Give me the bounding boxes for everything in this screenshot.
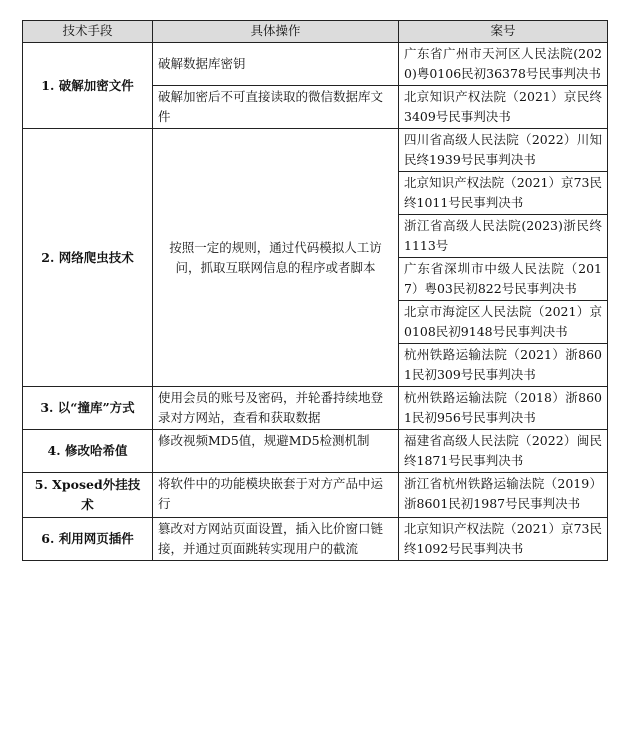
technique-cell: 2. 网络爬虫技术	[23, 129, 153, 387]
case-cell: 杭州铁路运输法院（2021）浙8601民初309号民事判决书	[399, 344, 608, 387]
operation-cell: 篡改对方网站页面设置，插入比价窗口链接，并通过页面跳转实现用户的截流	[153, 518, 399, 561]
operation-cell: 使用会员的账号及密码，并轮番持续地登录对方网站，查看和获取数据	[153, 387, 399, 430]
header-operation: 具体操作	[153, 21, 399, 43]
technique-cell: 5. Xposed外挂技术	[23, 473, 153, 518]
operation-cell: 按照一定的规则，通过代码模拟人工访问，抓取互联网信息的程序或者脚本	[153, 129, 399, 387]
case-cell: 广东省深圳市中级人民法院（2017）粤03民初822号民事判决书	[399, 258, 608, 301]
technique-cell: 1. 破解加密文件	[23, 43, 153, 129]
case-cell: 北京知识产权法院（2021）京民终3409号民事判决书	[399, 86, 608, 129]
table-row	[23, 129, 608, 172]
table-row	[23, 473, 608, 518]
operation-cell: 将软件中的功能模块嵌套于对方产品中运行	[153, 473, 399, 518]
operation-cell: 破解数据库密钥	[153, 43, 399, 86]
operation-cell: 修改视频MD5值，规避MD5检测机制	[153, 430, 399, 473]
case-cell: 四川省高级人民法院（2022）川知民终1939号民事判决书	[399, 129, 608, 172]
case-cell: 杭州铁路运输法院（2018）浙8601民初956号民事判决书	[399, 387, 608, 430]
case-cell: 北京知识产权法院（2021）京73民终1092号民事判决书	[399, 518, 608, 561]
case-cell: 北京知识产权法院（2021）京73民终1011号民事判决书	[399, 172, 608, 215]
table-row	[23, 43, 608, 86]
header-technique: 技术手段	[23, 21, 153, 43]
table-row	[23, 430, 608, 473]
table-row	[23, 518, 608, 561]
case-cell: 福建省高级人民法院（2022）闽民终1871号民事判决书	[399, 430, 608, 473]
case-table	[22, 20, 608, 561]
case-cell: 北京市海淀区人民法院（2021）京0108民初9148号民事判决书	[399, 301, 608, 344]
technique-cell: 6. 利用网页插件	[23, 518, 153, 561]
operation-cell: 破解加密后不可直接读取的微信数据库文件	[153, 86, 399, 129]
table-header-row	[23, 21, 608, 43]
case-cell: 浙江省杭州铁路运输法院（2019）浙8601民初1987号民事判决书	[399, 473, 608, 518]
table-row	[23, 387, 608, 430]
case-cell: 广东省广州市天河区人民法院(2020)粤0106民初36378号民事判决书	[399, 43, 608, 86]
header-case-number: 案号	[399, 21, 608, 43]
case-cell: 浙江省高级人民法院(2023)浙民终1113号	[399, 215, 608, 258]
technique-cell: 3. 以“撞库”方式	[23, 387, 153, 430]
technique-cell: 4. 修改哈希值	[23, 430, 153, 473]
